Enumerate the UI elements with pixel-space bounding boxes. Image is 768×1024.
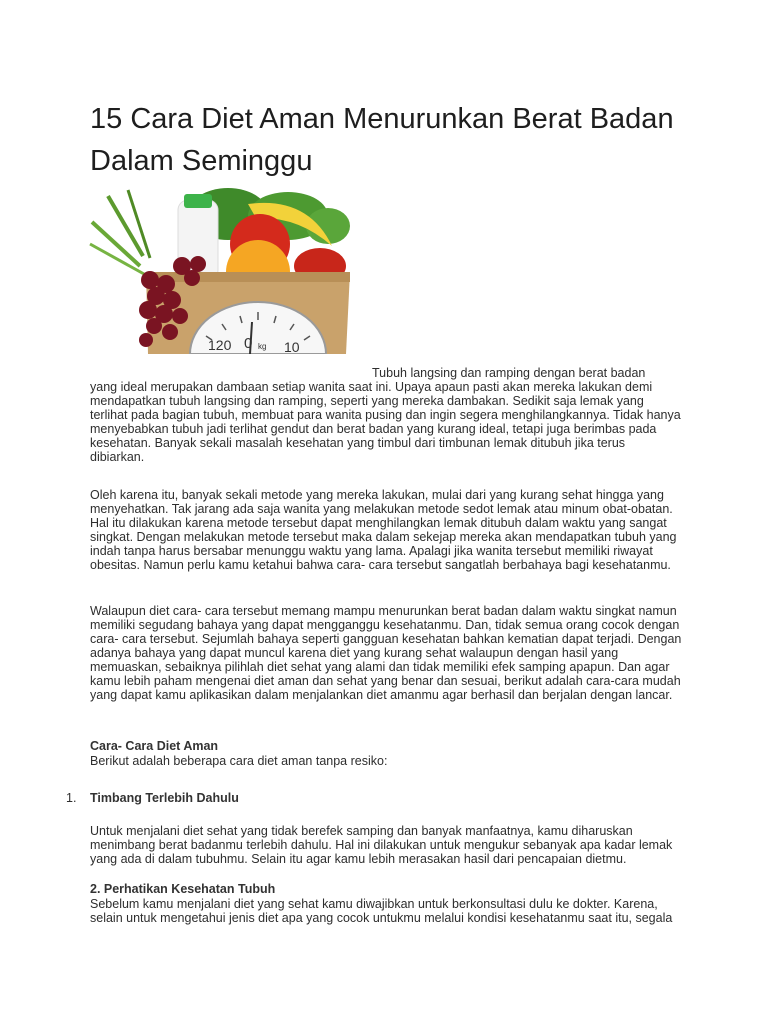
- item-1-heading: Timbang Terlebih Dahulu: [90, 791, 239, 805]
- item-2-paragraph: Sebelum kamu menjalani diet yang sehat kamu diwajibkan untuk berkonsultasi dulu ke dokter. Karena, selain untuk mengetahui jenis diet apa yang cocok untukmu melalui kondisi kesehatanmu saat itu, segala: [90, 897, 673, 925]
- item-1-paragraph: Untuk menjalani diet sehat yang tidak berefek samping dan banyak manfaatnya, kamu diharuskan menimbang berat badanmu terlebih dahulu. Hal ini dilakukan untuk mengukur sebanyak apa kadar lemak yang ada di dalam tubuhmu. Selain itu agar kamu lebih merasakan hasil dari pencapaian dietmu.: [90, 824, 673, 866]
- scale-label-10: 10: [284, 339, 300, 354]
- item-2-heading: 2. Perhatikan Kesehatan Tubuh: [90, 882, 276, 896]
- grocery-bag-with-scale-image: [88, 186, 352, 354]
- article-title: 15 Cara Diet Aman Menurunkan Berat Badan Dalam Seminggu: [90, 103, 674, 177]
- illustration-svg: [88, 186, 352, 354]
- section-heading: Cara- Cara Diet Aman: [90, 739, 219, 753]
- paragraph-1: yang ideal merupakan dambaan setiap wanita saat ini. Upaya apaun pasti akan mereka lakukan demi mendapatkan tubuh langsing dan ramping, seperti yang mereka dambakan. Sedikit saja lemak yang terlihat pada bagian tubuh, membuat para wanita pusing dan ingin segera menghilangkannya. Tidak hanya menyebabkan tubuh jadi terlihat gendut dan berat badan yang kurang ideal, tetapi juga berimbas pada kesehatan. Banyak sekali masalah kesehatan yang timbul dari timbunan lemak ditubuh jika terus dibiarkan.: [90, 380, 681, 464]
- scale-label-0: 0: [244, 335, 253, 352]
- scale-label-kg: kg: [258, 342, 267, 351]
- paragraph-2: Oleh karena itu, banyak sekali metode yang mereka lakukan, mulai dari yang kurang sehat hingga yang menyehatkan. Tak jarang ada saja wanita yang melakukan metode sedot lemak atau minum obat-obatan. Hal itu dilakukan karena metode tersebut dapat menghilangkan lemak ditubuh dalam waktu yang sangat singkat. Dengan melakukan metode tersebut maka dalam sekejap mereka akan mendapatkan tubuh yang indah tanpa harus bersabar menunggu waktu yang lama. Apalagi jika wanita tersebut memiliki riwayat obesitas. Namun perlu kamu ketahui bahwa cara- cara tersebut sangatlah berbahaya bagi kesehatanmu.: [90, 488, 677, 572]
- paragraph-3: Walaupun diet cara- cara tersebut memang mampu menurunkan berat badan dalam waktu singkat namun memiliki segudang bahaya yang dapat mengganggu kesehatanmu. Dan, tidak semua orang cocok dengan cara- cara tersebut. Sejumlah bahaya seperti gangguan kesehatan bahkan kematian dapat terjadi. Dengan adanya bahaya yang dapat muncul karena diet yang kurang sehat walaupun dengan hasil yang memuaskan, sebaiknya pilihlah diet sehat yang alami dan tidak memiliki efek samping apapun. Dan agar kamu lebih paham mengenai diet aman dan sehat yang benar dan sesuai, berikut adalah cara-cara mudah yang dapat kamu aplikasikan dalam menjalankan diet amanmu agar berhasil dan berjalan dengan lancar.: [90, 604, 682, 702]
- lead-inline-text: Tubuh langsing dan ramping dengan berat badan: [372, 366, 646, 380]
- list-number-1: 1.: [66, 791, 77, 805]
- scale-label-120: 120: [208, 337, 232, 353]
- section-intro: Berikut adalah beberapa cara diet aman tanpa resiko:: [90, 754, 388, 768]
